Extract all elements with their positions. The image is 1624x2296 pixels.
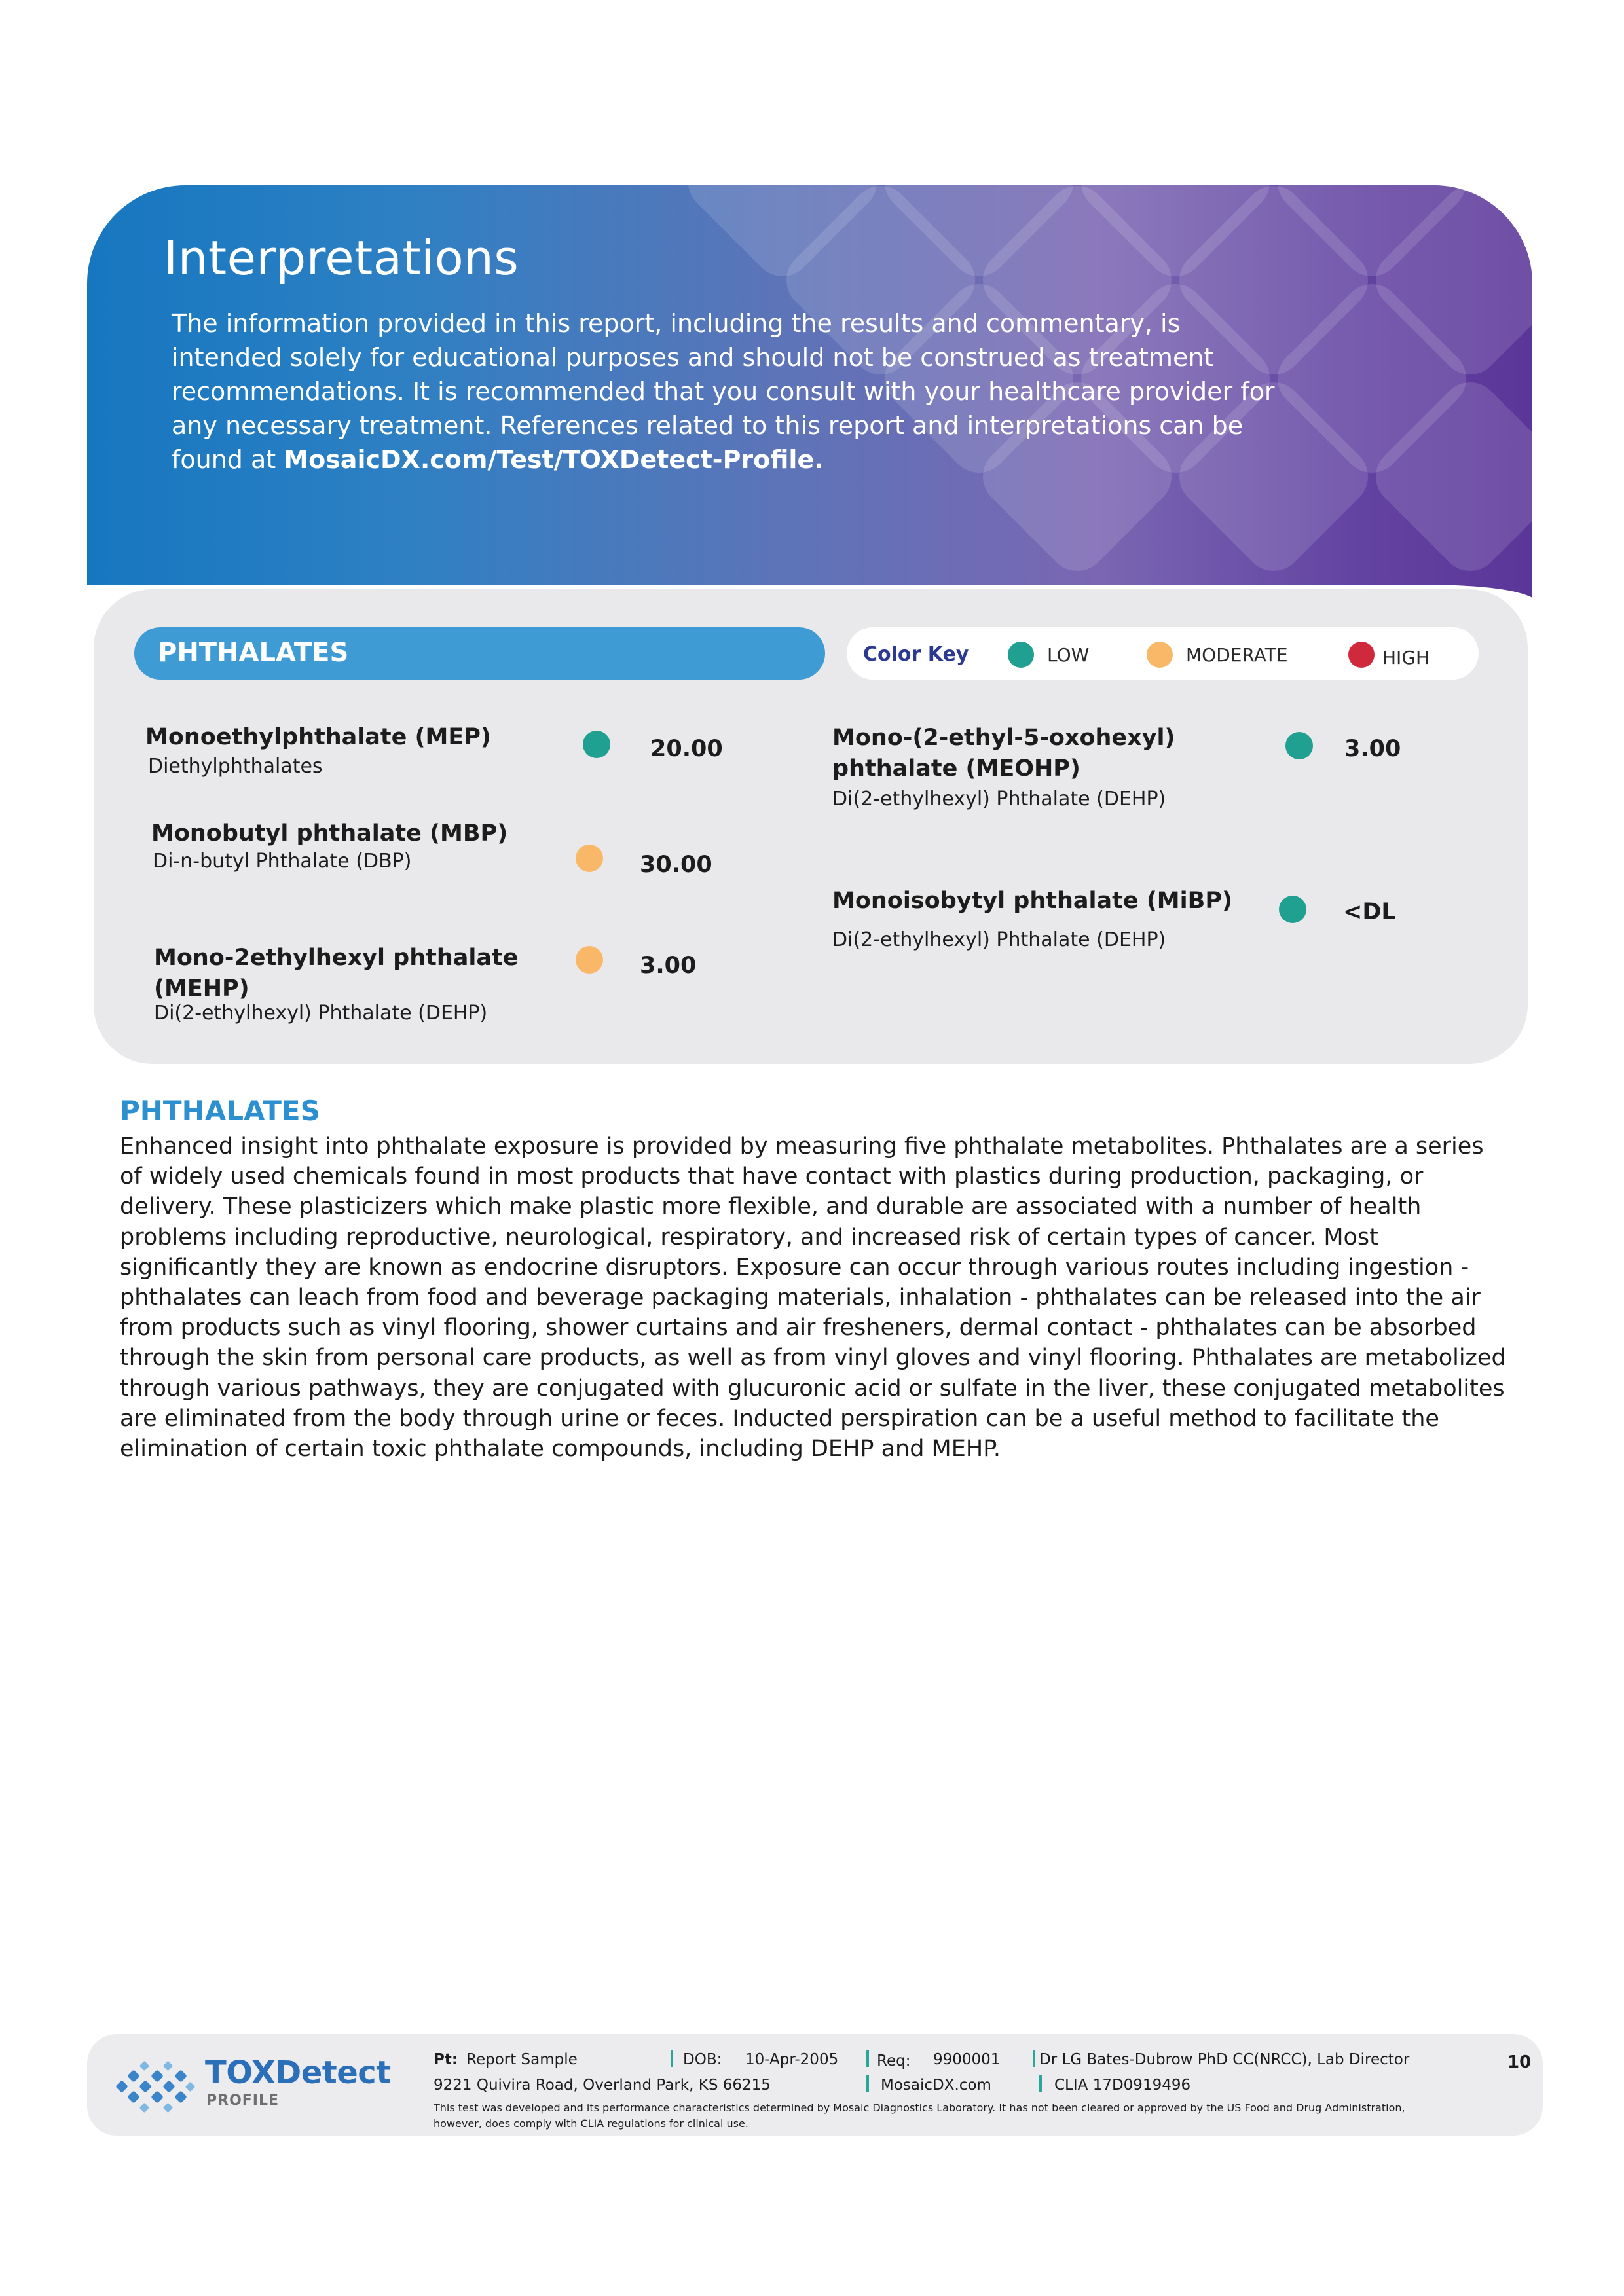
moderate-label: MODERATE xyxy=(1186,644,1288,666)
high-label: HIGH xyxy=(1382,647,1430,668)
dob-value: 10-Apr-2005 xyxy=(745,2051,839,2068)
analyte-name-mep: Monoethylphthalate (MEP) xyxy=(145,724,491,750)
patient-name: Report Sample xyxy=(466,2051,578,2068)
toxdetect-logo-icon xyxy=(115,2061,196,2113)
clia-number: CLIA 17D0919496 xyxy=(1054,2077,1191,2094)
color-key xyxy=(847,627,1479,680)
low-label: LOW xyxy=(1047,644,1090,666)
intro-link[interactable]: MosaicDX.com/Test/TOXDetect-Profile. xyxy=(284,445,824,474)
req-label: Req: xyxy=(877,2052,911,2069)
footer-divider xyxy=(866,2075,869,2092)
analyte-source-mehp: Di(2-ethylhexyl) Phthalate (DEHP) xyxy=(154,1002,488,1025)
lab-address: 9221 Quivira Road, Overland Park, KS 66215 xyxy=(434,2077,771,2094)
footer-divider xyxy=(671,2050,673,2067)
analyte-name-mehp: Mono-2ethylhexyl phthalate (MEHP) xyxy=(154,945,519,1002)
result-value-mep: 20.00 xyxy=(650,736,723,762)
dob-label: DOB: xyxy=(683,2051,722,2068)
description-body: Enhanced insight into phthalate exposure is provided by measuring five phthalate metabolites. Phthalates are a series of widely used chemicals found in most products that have contact with plastics during production, packaging, or delivery. These plasticizers which make plastic more flexible, and durable are associated with a number of health problems including reproductive, neurological, respiratory, and increased risk of certain types of cancer. Most significantly they are known as endocrine disruptors. Exposure can occur through various routes including ingestion - phthalates can leach from food and beverage packaging materials, inhalation - phthalates can be released into the air from products such as vinyl flooring, shower curtains and air fresheners, dermal contact - phthalates can be absorbed through the skin from personal care products, as well as from vinyl gloves and vinyl flooring. Phthalates are metabolized through various pathways, they are conjugated with glucuronic acid or sulfate in the liver, these conjugated metabolites are eliminated from the body through urine or feces. Inducted perspiration can be a useful method to facilitate the elimination of certain toxic phthalate compounds, including DEHP and MEHP. xyxy=(120,1133,1506,1463)
analyte-source-mibp: Di(2-ethylhexyl) Phthalate (DEHP) xyxy=(832,928,1166,951)
footer-divider xyxy=(866,2050,869,2067)
result-value-mehp: 3.00 xyxy=(640,953,697,979)
disclaimer: This test was developed and its performance characteristics determined by Mosaic Diagnostics Laboratory. It has not been cleared or approved by the US Food and Drug Administration, however, does comply with CLIA regulations for clinical use. xyxy=(434,2102,1405,2130)
analyte-name-meohp: Mono-(2-ethyl-5-oxohexyl) phthalate (MEOHP) xyxy=(832,725,1175,782)
high-dot-icon xyxy=(1348,642,1375,668)
analyte-name-mibp: Monoisobytyl phthalate (MiBP) xyxy=(832,888,1232,914)
result-value-mibp: <DL xyxy=(1343,899,1396,925)
logo-subtitle: PROFILE xyxy=(206,2092,280,2109)
analyte-source-meohp: Di(2-ethylhexyl) Phthalate (DEHP) xyxy=(832,788,1166,811)
footer-divider xyxy=(1039,2075,1042,2092)
lab-director: Dr LG Bates-Dubrow PhD CC(NRCC), Lab Director xyxy=(1039,2051,1410,2068)
analyte-source-mbp: Di-n-butyl Phthalate (DBP) xyxy=(153,850,412,873)
page-number: 10 xyxy=(1507,2052,1532,2072)
banner-bottom-curve xyxy=(87,519,1532,598)
website: MosaicDX.com xyxy=(881,2077,991,2094)
result-value-meohp: 3.00 xyxy=(1344,736,1401,762)
description-title: PHTHALATES xyxy=(120,1095,320,1127)
logo-name: TOXDetect xyxy=(205,2054,391,2091)
analyte-source-mep: Diethylphthalates xyxy=(148,755,323,778)
patient-label: Pt: xyxy=(434,2051,458,2068)
intro-text: The information provided in this report, including the results and commentary, is intended solely for educational purposes and should not be construed as treatment recommendations. It is recommended that you consult with your healthcare provider for any necessary treatment. References related to this report and interpretations can be found at MosaicDX.com/Test/TOXDetect-Profile. xyxy=(172,309,1275,474)
result-value-mbp: 30.00 xyxy=(640,852,712,878)
low-level-indicator-icon xyxy=(583,731,610,758)
section-label-pill: PHTHALATES xyxy=(134,627,825,680)
moderate-level-indicator-icon xyxy=(576,946,603,974)
color-key-title: Color Key xyxy=(863,643,969,666)
footer-divider xyxy=(1033,2050,1035,2067)
low-level-indicator-icon xyxy=(1279,896,1306,923)
req-value: 9900001 xyxy=(933,2051,1001,2068)
low-level-indicator-icon xyxy=(1285,732,1313,759)
analyte-name-mbp: Monobutyl phthalate (MBP) xyxy=(151,820,508,847)
page-title: Interpretations xyxy=(164,230,519,285)
moderate-dot-icon xyxy=(1147,642,1173,668)
low-dot-icon xyxy=(1008,642,1034,668)
moderate-level-indicator-icon xyxy=(576,845,603,872)
